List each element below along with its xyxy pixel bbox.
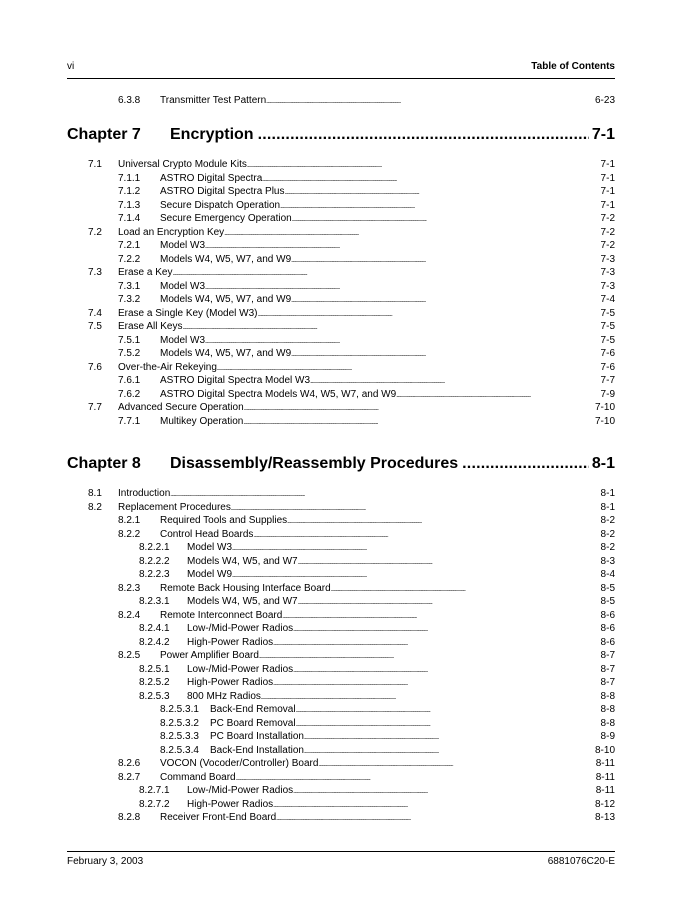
toc-entry-number: 8.2.7.1 bbox=[139, 785, 170, 796]
dot-leader bbox=[258, 307, 601, 320]
toc-entry-number: 8.2.4.2 bbox=[139, 636, 170, 648]
dot-leader bbox=[285, 185, 601, 198]
toc-entry[interactable] bbox=[118, 212, 615, 225]
toc-entry[interactable] bbox=[139, 541, 615, 554]
toc-entry-number: 8.2.7.2 bbox=[139, 798, 170, 810]
toc-entry-number: 8.2.4.1 bbox=[139, 623, 170, 634]
toc-entry-number: 6.3.8 bbox=[118, 95, 141, 106]
footer-doc-id: 6881076C20-E bbox=[547, 856, 615, 867]
chapter-label: Chapter 7 bbox=[67, 126, 141, 143]
chapter-heading[interactable] bbox=[67, 126, 615, 148]
toc-entry[interactable] bbox=[118, 172, 615, 185]
toc-entry-page: 7-10 bbox=[594, 402, 615, 413]
toc-entry-title: Back-End Installation bbox=[210, 744, 304, 756]
dot-leader bbox=[293, 663, 600, 676]
toc-entry[interactable] bbox=[139, 663, 615, 676]
dot-leader bbox=[247, 158, 601, 171]
dot-leader bbox=[243, 415, 595, 428]
toc-entry-title: Model W3 bbox=[160, 334, 206, 346]
footer-rule bbox=[67, 851, 615, 852]
toc-entry-page: 7-6 bbox=[600, 348, 615, 359]
toc-entry-number: 8.2.5.3.3 bbox=[160, 731, 199, 742]
toc-entry-number: 7.4 bbox=[88, 307, 102, 319]
toc-entry[interactable] bbox=[160, 703, 615, 716]
toc-entry-title: High-Power Radios bbox=[187, 677, 274, 688]
toc-entry-page: 8-2 bbox=[600, 528, 615, 540]
toc-entry-title: High-Power Radios bbox=[187, 636, 274, 648]
toc-entry-page: 7-5 bbox=[600, 307, 615, 319]
toc-entry-title: Control Head Boards bbox=[160, 528, 254, 540]
dot-leader bbox=[182, 320, 600, 333]
toc-entry-page: 8-6 bbox=[600, 609, 615, 621]
header-rule bbox=[67, 78, 615, 79]
toc-entry-number: 8.2.2.2 bbox=[139, 555, 170, 567]
toc-entry-page: 7-2 bbox=[600, 213, 615, 224]
dot-leader bbox=[273, 676, 600, 689]
toc-entry-number: 7.2.2 bbox=[118, 253, 141, 265]
toc-entry-number: 8.2.5.3.1 bbox=[160, 704, 199, 715]
dot-leader bbox=[304, 730, 601, 743]
toc-entry-page: 7-4 bbox=[600, 294, 615, 305]
toc-entry-number: 7.1.2 bbox=[118, 186, 141, 197]
toc-entry-title: Erase a Single Key (Model W3) bbox=[118, 307, 258, 319]
toc-entry[interactable] bbox=[118, 94, 615, 107]
toc-entry[interactable] bbox=[118, 757, 615, 770]
toc-entry[interactable] bbox=[118, 649, 615, 662]
toc-entry-title: Secure Emergency Operation bbox=[160, 213, 292, 224]
toc-entry-page: 7-1 bbox=[600, 172, 615, 184]
toc-entry-number: 8.2.1 bbox=[118, 515, 141, 526]
dot-leader bbox=[273, 636, 600, 649]
toc-entry-title: Remote Back Housing Interface Board bbox=[160, 582, 331, 594]
dot-leader bbox=[244, 401, 595, 414]
toc-entry-title: Models W4, W5, W7, and W9 bbox=[160, 253, 292, 265]
toc-entry[interactable] bbox=[118, 514, 615, 527]
toc-entry-title: Required Tools and Supplies bbox=[160, 515, 288, 526]
toc-entry[interactable] bbox=[88, 401, 615, 414]
toc-entry-title: Replacement Procedures bbox=[118, 501, 231, 513]
toc-entry-page: 7-1 bbox=[600, 159, 615, 170]
toc-entry-title: Model W3 bbox=[160, 280, 206, 292]
chapter-title: Encryption bbox=[170, 126, 254, 143]
chapter-label: Chapter 8 bbox=[67, 455, 141, 472]
toc-entry-title: Models W4, W5, and W7 bbox=[187, 596, 298, 607]
dot-leader bbox=[217, 361, 601, 374]
toc-entry-title: ASTRO Digital Spectra bbox=[160, 172, 263, 184]
toc-entry-number: 7.6.2 bbox=[118, 388, 141, 400]
toc-entry[interactable] bbox=[118, 280, 615, 293]
toc-entry-number: 8.2.5.2 bbox=[139, 677, 170, 688]
toc-entry-page: 7-1 bbox=[600, 199, 615, 211]
toc-entry-page: 8-3 bbox=[600, 555, 615, 567]
dot-leader bbox=[280, 199, 600, 212]
toc-entry-number: 7.5 bbox=[88, 321, 102, 332]
toc-entry[interactable] bbox=[139, 690, 615, 703]
chapter-page: 7-1 bbox=[591, 126, 615, 143]
dot-leader bbox=[298, 595, 601, 608]
toc-entry-title: 800 MHz Radios bbox=[187, 690, 261, 702]
toc-entry-title: Low-/Mid-Power Radios bbox=[187, 785, 294, 796]
toc-entry-page: 8-2 bbox=[600, 515, 615, 526]
toc-entry[interactable] bbox=[118, 293, 615, 306]
dot-leader bbox=[205, 280, 601, 293]
dot-leader bbox=[291, 347, 600, 360]
toc-entry-number: 8.2.3.1 bbox=[139, 596, 170, 607]
toc-entry[interactable] bbox=[88, 266, 615, 279]
toc-entry-title: Erase a Key bbox=[118, 267, 173, 278]
toc-entry-page: 8-6 bbox=[600, 623, 615, 634]
toc-entry-number: 8.2.4 bbox=[118, 609, 141, 621]
toc-entry-number: 8.1 bbox=[88, 488, 102, 499]
toc-entry[interactable] bbox=[88, 226, 615, 239]
toc-entry-title: Transmitter Test Pattern bbox=[160, 95, 267, 106]
dot-leader bbox=[253, 528, 600, 541]
toc-entry[interactable] bbox=[160, 717, 615, 730]
dot-leader bbox=[258, 126, 589, 144]
toc-entry[interactable] bbox=[139, 798, 615, 811]
toc-entry-title: Introduction bbox=[118, 488, 171, 499]
dot-leader bbox=[293, 784, 596, 797]
toc-entry[interactable] bbox=[139, 784, 615, 797]
toc-entry-title: Over-the-Air Rekeying bbox=[118, 361, 217, 373]
toc-entry-title: Low-/Mid-Power Radios bbox=[187, 623, 294, 634]
dot-leader bbox=[293, 622, 600, 635]
dot-leader bbox=[262, 172, 600, 185]
dot-leader bbox=[304, 744, 595, 757]
dot-leader bbox=[396, 388, 600, 401]
dot-leader bbox=[282, 609, 600, 622]
toc-entry-number: 8.2.5.3 bbox=[139, 690, 170, 702]
toc-entry[interactable] bbox=[139, 568, 615, 581]
dot-leader bbox=[296, 703, 601, 716]
toc-entry-page: 8-2 bbox=[600, 542, 615, 553]
toc-entry-title: Model W3 bbox=[160, 240, 206, 251]
toc-entry-number: 8.2.7 bbox=[118, 771, 141, 783]
toc-entry-number: 8.2.2.3 bbox=[139, 569, 170, 580]
toc-entry-page: 8-5 bbox=[600, 596, 615, 607]
toc-entry-title: Models W4, W5, W7, and W9 bbox=[160, 348, 292, 359]
toc-entry-title: ASTRO Digital Spectra Model W3 bbox=[160, 375, 311, 386]
toc-entry-title: Secure Dispatch Operation bbox=[160, 199, 281, 211]
dot-leader bbox=[261, 690, 601, 703]
toc-entry[interactable] bbox=[118, 582, 615, 595]
dot-leader bbox=[266, 94, 595, 107]
dot-leader bbox=[170, 487, 600, 500]
toc-entry[interactable] bbox=[118, 199, 615, 212]
toc-entry-page: 7-5 bbox=[600, 321, 615, 332]
toc-entry-number: 8.2.8 bbox=[118, 812, 141, 823]
toc-entry-number: 7.2 bbox=[88, 226, 102, 238]
dot-leader bbox=[205, 239, 601, 252]
toc-entry-page: 7-6 bbox=[600, 361, 615, 373]
toc-entry-title: VOCON (Vocoder/Controller) Board bbox=[160, 758, 319, 769]
toc-entry-page: 8-7 bbox=[600, 650, 615, 661]
dot-leader bbox=[292, 212, 601, 225]
toc-entry-number: 7.1.1 bbox=[118, 172, 141, 184]
toc-entry-title: Universal Crypto Module Kits bbox=[118, 159, 247, 170]
toc-entry[interactable] bbox=[139, 555, 615, 568]
dot-leader bbox=[310, 374, 600, 387]
toc-entry-title: Models W4, W5, W7, and W9 bbox=[160, 294, 292, 305]
toc-entry-title: Receiver Front-End Board bbox=[160, 812, 277, 823]
toc-entry-number: 8.2.5.1 bbox=[139, 663, 170, 675]
dot-leader bbox=[318, 757, 595, 770]
toc-entry-page: 8-4 bbox=[600, 569, 615, 580]
toc-entry-title: ASTRO Digital Spectra Plus bbox=[160, 186, 285, 197]
toc-entry-title: Load an Encryption Key bbox=[118, 226, 225, 238]
toc-entry-page: 7-9 bbox=[600, 388, 615, 400]
toc-entry[interactable] bbox=[139, 622, 615, 635]
toc-entry-title: Multikey Operation bbox=[160, 415, 244, 427]
toc-entry-number: 7.2.1 bbox=[118, 240, 141, 251]
toc-entry-title: Remote Interconnect Board bbox=[160, 609, 283, 621]
toc-entry[interactable] bbox=[139, 676, 615, 689]
toc-entry-title: Back-End Removal bbox=[210, 704, 296, 715]
toc-entry[interactable] bbox=[88, 320, 615, 333]
toc-entry[interactable] bbox=[139, 595, 615, 608]
chapter-title: Disassembly/Reassembly Procedures bbox=[170, 455, 459, 472]
toc-entry-page: 8-7 bbox=[600, 677, 615, 688]
toc-entry-number: 8.2.6 bbox=[118, 758, 141, 769]
toc-entry-title: Advanced Secure Operation bbox=[118, 402, 244, 413]
dot-leader bbox=[298, 555, 601, 568]
toc-entry-page: 8-1 bbox=[600, 501, 615, 513]
toc-entry-number: 8.2 bbox=[88, 501, 102, 513]
toc-entry-title: Model W9 bbox=[187, 569, 233, 580]
toc-entry[interactable] bbox=[118, 334, 615, 347]
footer-date: February 3, 2003 bbox=[67, 856, 144, 867]
toc-entry[interactable] bbox=[118, 388, 615, 401]
toc-entry-page: 8-7 bbox=[600, 663, 615, 675]
toc-entry-page: 7-1 bbox=[600, 186, 615, 197]
dot-leader bbox=[296, 717, 601, 730]
toc-entry-number: 7.6.1 bbox=[118, 375, 141, 386]
dot-leader bbox=[205, 334, 601, 347]
toc-entry[interactable] bbox=[88, 158, 615, 171]
dot-leader bbox=[224, 226, 600, 239]
toc-entry-page: 8-5 bbox=[600, 582, 615, 594]
toc-entry-page: 8-8 bbox=[600, 704, 615, 715]
toc-entry-title: Power Amplifier Board bbox=[160, 650, 259, 661]
toc-entry-page: 8-6 bbox=[600, 636, 615, 648]
toc-entry-title: Low-/Mid-Power Radios bbox=[187, 663, 294, 675]
dot-leader bbox=[462, 455, 589, 473]
toc-entry[interactable] bbox=[160, 730, 615, 743]
chapter-page: 8-1 bbox=[591, 455, 615, 472]
toc-entry-title: Command Board bbox=[160, 771, 236, 783]
toc-entry-title: Erase All Keys bbox=[118, 321, 183, 332]
toc-entry[interactable] bbox=[118, 528, 615, 541]
toc-entry[interactable] bbox=[118, 347, 615, 360]
dot-leader bbox=[259, 649, 601, 662]
toc-entry-page: 8-11 bbox=[595, 771, 615, 783]
toc-entry-number: 8.2.3 bbox=[118, 582, 141, 594]
dot-leader bbox=[273, 798, 595, 811]
dot-leader bbox=[172, 266, 600, 279]
dot-leader bbox=[287, 514, 600, 527]
dot-leader bbox=[331, 582, 601, 595]
toc-entry-page: 7-3 bbox=[600, 280, 615, 292]
toc-entry-title: ASTRO Digital Spectra Models W4, W5, W7, and W9 bbox=[160, 388, 397, 400]
toc-entry-number: 7.3.1 bbox=[118, 280, 141, 292]
page-header bbox=[67, 58, 615, 74]
toc-entry-page: 8-11 bbox=[595, 785, 615, 796]
toc-entry-page: 7-7 bbox=[600, 375, 615, 386]
toc-entry[interactable] bbox=[118, 609, 615, 622]
toc-entry[interactable] bbox=[118, 374, 615, 387]
toc-entry-page: 7-2 bbox=[600, 240, 615, 251]
toc-entry-title: Models W4, W5, and W7 bbox=[187, 555, 298, 567]
toc-entry-title: Model W3 bbox=[187, 542, 233, 553]
toc-entry-page: 7-3 bbox=[600, 267, 615, 278]
toc-entry-number: 7.3 bbox=[88, 267, 102, 278]
toc-entry-number: 7.5.2 bbox=[118, 348, 141, 359]
toc-entry-number: 7.3.2 bbox=[118, 294, 141, 305]
toc-entry-number: 8.2.2.1 bbox=[139, 542, 170, 553]
toc-entry-number: 8.2.5.3.2 bbox=[160, 717, 199, 729]
toc-entry-page: 7-2 bbox=[600, 226, 615, 238]
toc-entry-page: 8-8 bbox=[600, 690, 615, 702]
dot-leader bbox=[232, 568, 601, 581]
toc-entry[interactable] bbox=[118, 253, 615, 266]
toc-entry-page: 8-10 bbox=[594, 744, 615, 756]
toc-entry-page: 7-3 bbox=[600, 253, 615, 265]
toc-entry[interactable] bbox=[118, 415, 615, 428]
header-section-title: Table of Contents bbox=[531, 61, 615, 72]
toc-entry-number: 8.2.5 bbox=[118, 650, 141, 661]
toc-entry-number: 7.7 bbox=[88, 402, 102, 413]
toc-entry[interactable] bbox=[88, 361, 615, 374]
toc-entry-number: 7.1.4 bbox=[118, 213, 141, 224]
dot-leader bbox=[232, 541, 601, 554]
toc-entry[interactable] bbox=[88, 307, 615, 320]
toc-entry[interactable] bbox=[88, 501, 615, 514]
toc-entry-number: 7.1.3 bbox=[118, 199, 141, 211]
dot-leader bbox=[291, 293, 600, 306]
toc-entry[interactable] bbox=[118, 811, 615, 824]
toc-entry[interactable] bbox=[139, 636, 615, 649]
toc-entry-page: 8-11 bbox=[595, 758, 615, 769]
toc-entry-number: 7.6 bbox=[88, 361, 102, 373]
toc-entry-page: 8-9 bbox=[600, 731, 615, 742]
toc-entry[interactable] bbox=[118, 239, 615, 252]
toc-entry-number: 7.7.1 bbox=[118, 415, 141, 427]
dot-leader bbox=[231, 501, 601, 514]
page-number: vi bbox=[67, 61, 75, 72]
chapter-heading[interactable] bbox=[67, 455, 615, 477]
toc-entry-title: High-Power Radios bbox=[187, 798, 274, 810]
toc-entry[interactable] bbox=[118, 185, 615, 198]
dot-leader bbox=[276, 811, 595, 824]
toc-entry-number: 8.2.2 bbox=[118, 528, 141, 540]
toc-entry-page: 8-8 bbox=[600, 717, 615, 729]
toc-entry-number: 8.2.5.3.4 bbox=[160, 744, 199, 756]
toc-entry[interactable] bbox=[118, 771, 615, 784]
toc-entry-title: PC Board Installation bbox=[210, 731, 304, 742]
toc-entry[interactable] bbox=[160, 744, 615, 757]
toc-entry-number: 7.5.1 bbox=[118, 334, 141, 346]
toc-entry-page: 8-12 bbox=[594, 798, 615, 810]
dot-leader bbox=[291, 253, 600, 266]
toc-entry-page: 7-5 bbox=[600, 334, 615, 346]
toc-entry-title: PC Board Removal bbox=[210, 717, 296, 729]
toc-entry-page: 7-10 bbox=[594, 415, 615, 427]
dot-leader bbox=[236, 771, 596, 784]
toc-entry[interactable] bbox=[88, 487, 615, 500]
toc-entry-page: 8-1 bbox=[600, 488, 615, 499]
toc-entry-page: 6-23 bbox=[594, 95, 615, 106]
toc-entry-page: 8-13 bbox=[594, 812, 615, 823]
toc-entry-number: 7.1 bbox=[88, 159, 102, 170]
